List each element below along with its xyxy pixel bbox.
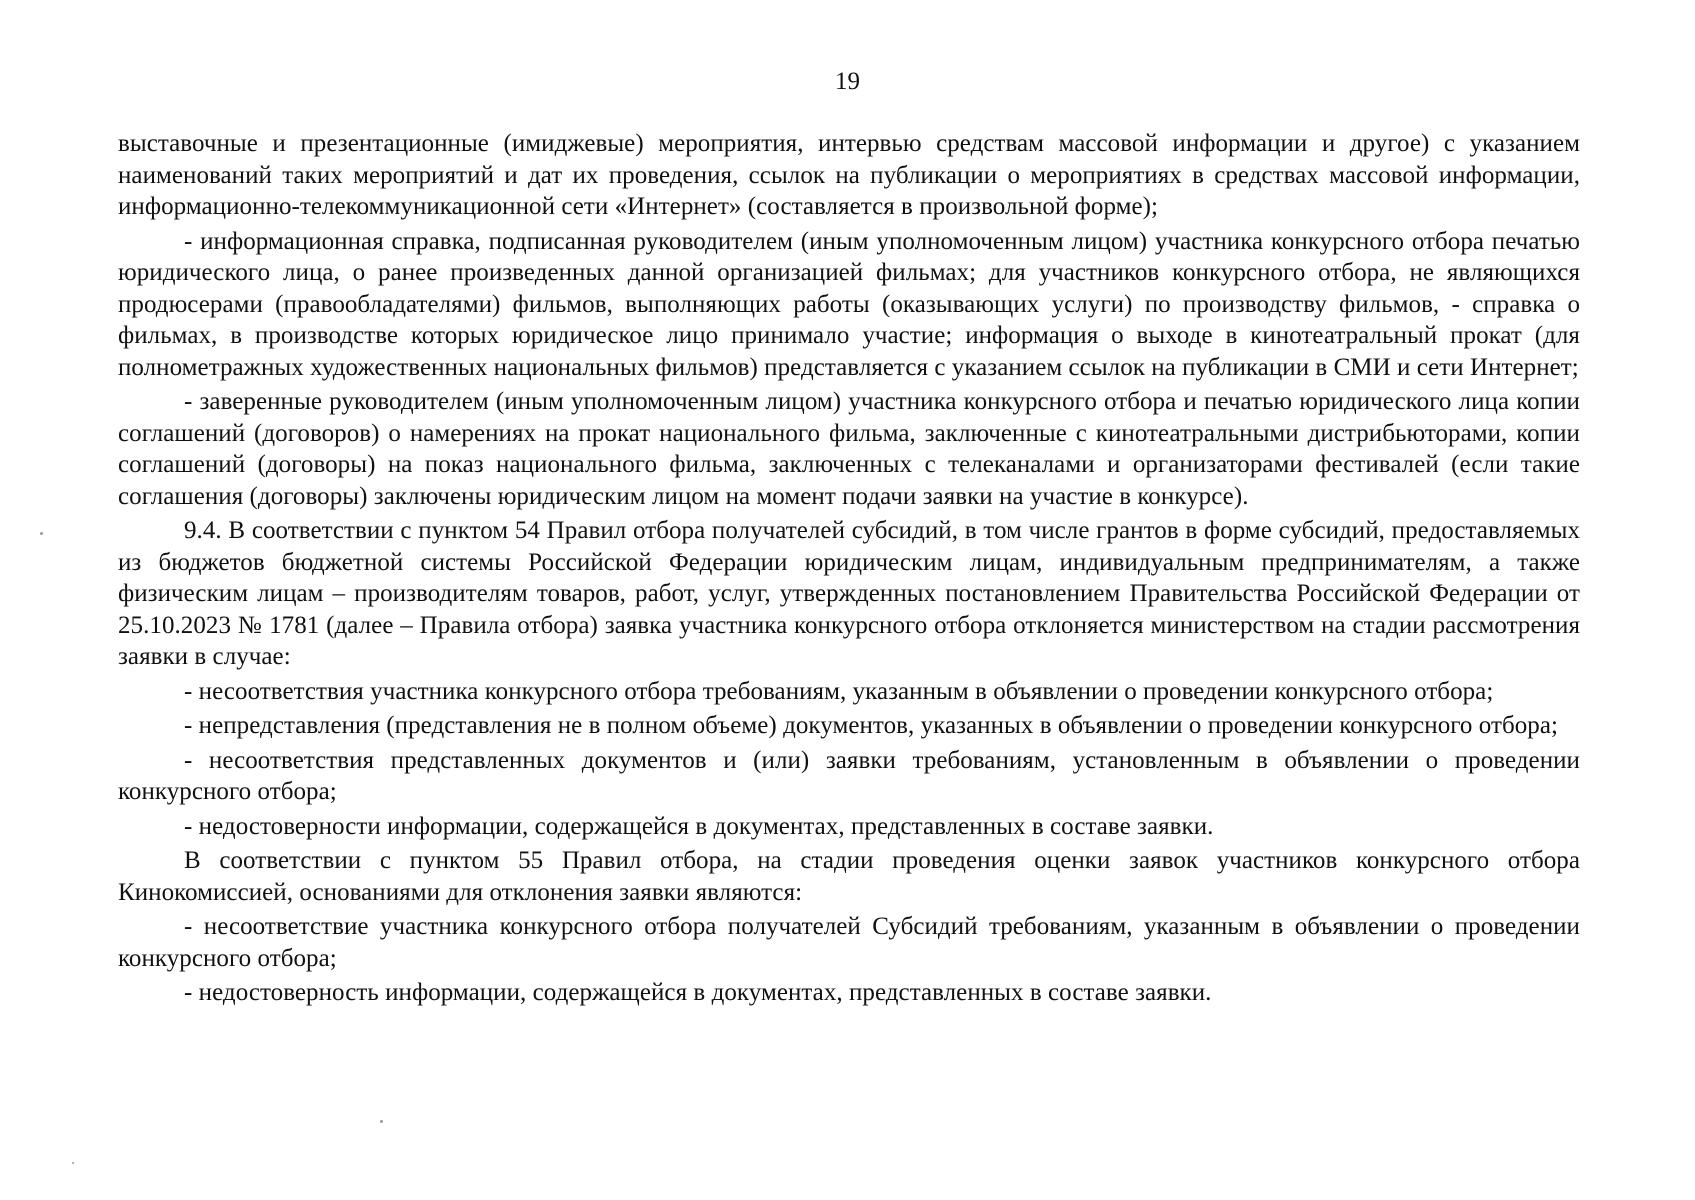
document-body	[118, 128, 1580, 1012]
paragraph-info-note: - информационная справка, подписанная руководителем (иным уполномоченным лицом) участника конкурсного отбора печатью юридического лица, о ранее произведенных данной организацией фильмах; для участников конкурсного отбора, не являющихся продюсерами (правообладателями) фильмов, выполняющих работы (оказывающих услуги) по производству фильмов, - справка о фильмах, в производстве которых юридическое лицо принимало участие; информация о выходе в кинотеатральный прокат (для полнометражных художественных национальных фильмов) представляется с указанием ссылок на публикации в СМИ и сети Интернет;	[118, 227, 1580, 381]
list-item-unreliable-info: - недостоверности информации, содержащейся в документах, представленных в составе заявки.	[184, 812, 1214, 840]
scan-artifact-dot	[40, 532, 43, 535]
list-item-nonsubmission: - непредставления (представления не в полном объеме) документов, указанных в объявлении о проведении конкурсного отбора;	[184, 712, 1558, 739]
list-item-info-unreliability: - недостоверность информации, содержащейся в документах, представленных в составе заявки.	[184, 979, 1212, 1006]
paragraph-continuation: выставочные и презентационные (имиджевые) мероприятия, интервью средствам массовой информации и другое) с указанием наименований таких мероприятий и дат их проведения, ссылок на публикации о мероприятиях в средствах массовой информации, информационно-телекоммуникационной сети «Интернет» (составляется в произвольной форме);	[118, 130, 1580, 220]
scan-artifact-dot	[380, 1120, 383, 1123]
list-item-document-noncompliance: - несоответствия представленных документов и (или) заявки требованиям, установленным в объявлении о проведении конкурсного отбора;	[118, 746, 1580, 805]
list-item-noncompliance: - несоответствия участника конкурсного отбора требованиям, указанным в объявлении о проведении конкурсного отбора;	[184, 677, 1494, 705]
list-item-participant-noncompliance: - несоответствие участника конкурсного отбора получателей Субсидий требованиям, указанным в объявлении о проведении конкурсного отбора;	[118, 913, 1580, 972]
paragraph-certified-copies: - заверенные руководителем (иным уполномоченным лицом) участника конкурсного отбора и печатью юридического лица копии соглашений (договоров) о намерениях на прокат национального фильма, заключенные с кинотеатральными дистрибьюторами, копии соглашений (договоры) на показ национального фильма, заключенных с телеканалами и организаторами фестивалей (если такие соглашения (договоры) заключены юридическим лицом на момент подачи заявки на участие в конкурсе).	[118, 388, 1580, 510]
page-number: 19	[835, 68, 860, 95]
scan-artifact-dot	[72, 1162, 74, 1164]
paragraph-point-55: В соответствии с пунктом 55 Правил отбора, на стадии проведения оценки заявок участников конкурсного отбора Кинокомиссией, основаниями для отклонения заявки являются:	[118, 847, 1580, 906]
paragraph-section-9-4: 9.4. В соответствии с пунктом 54 Правил отбора получателей субсидий, в том числе грантов в форме субсидий, предоставляемых из бюджетов бюджетной системы Российской Федерации юридическим лицам, индивидуальным предпринимателям, а также физическим лицам – производителям товаров, работ, услуг, утвержденных постановлением Правительства Российской Федерации от 25.10.2023 № 1781 (далее – Правила отбора) заявка участника конкурсного отбора отклоняется министерством на стадии рассмотрения заявки в случае:	[118, 517, 1580, 670]
